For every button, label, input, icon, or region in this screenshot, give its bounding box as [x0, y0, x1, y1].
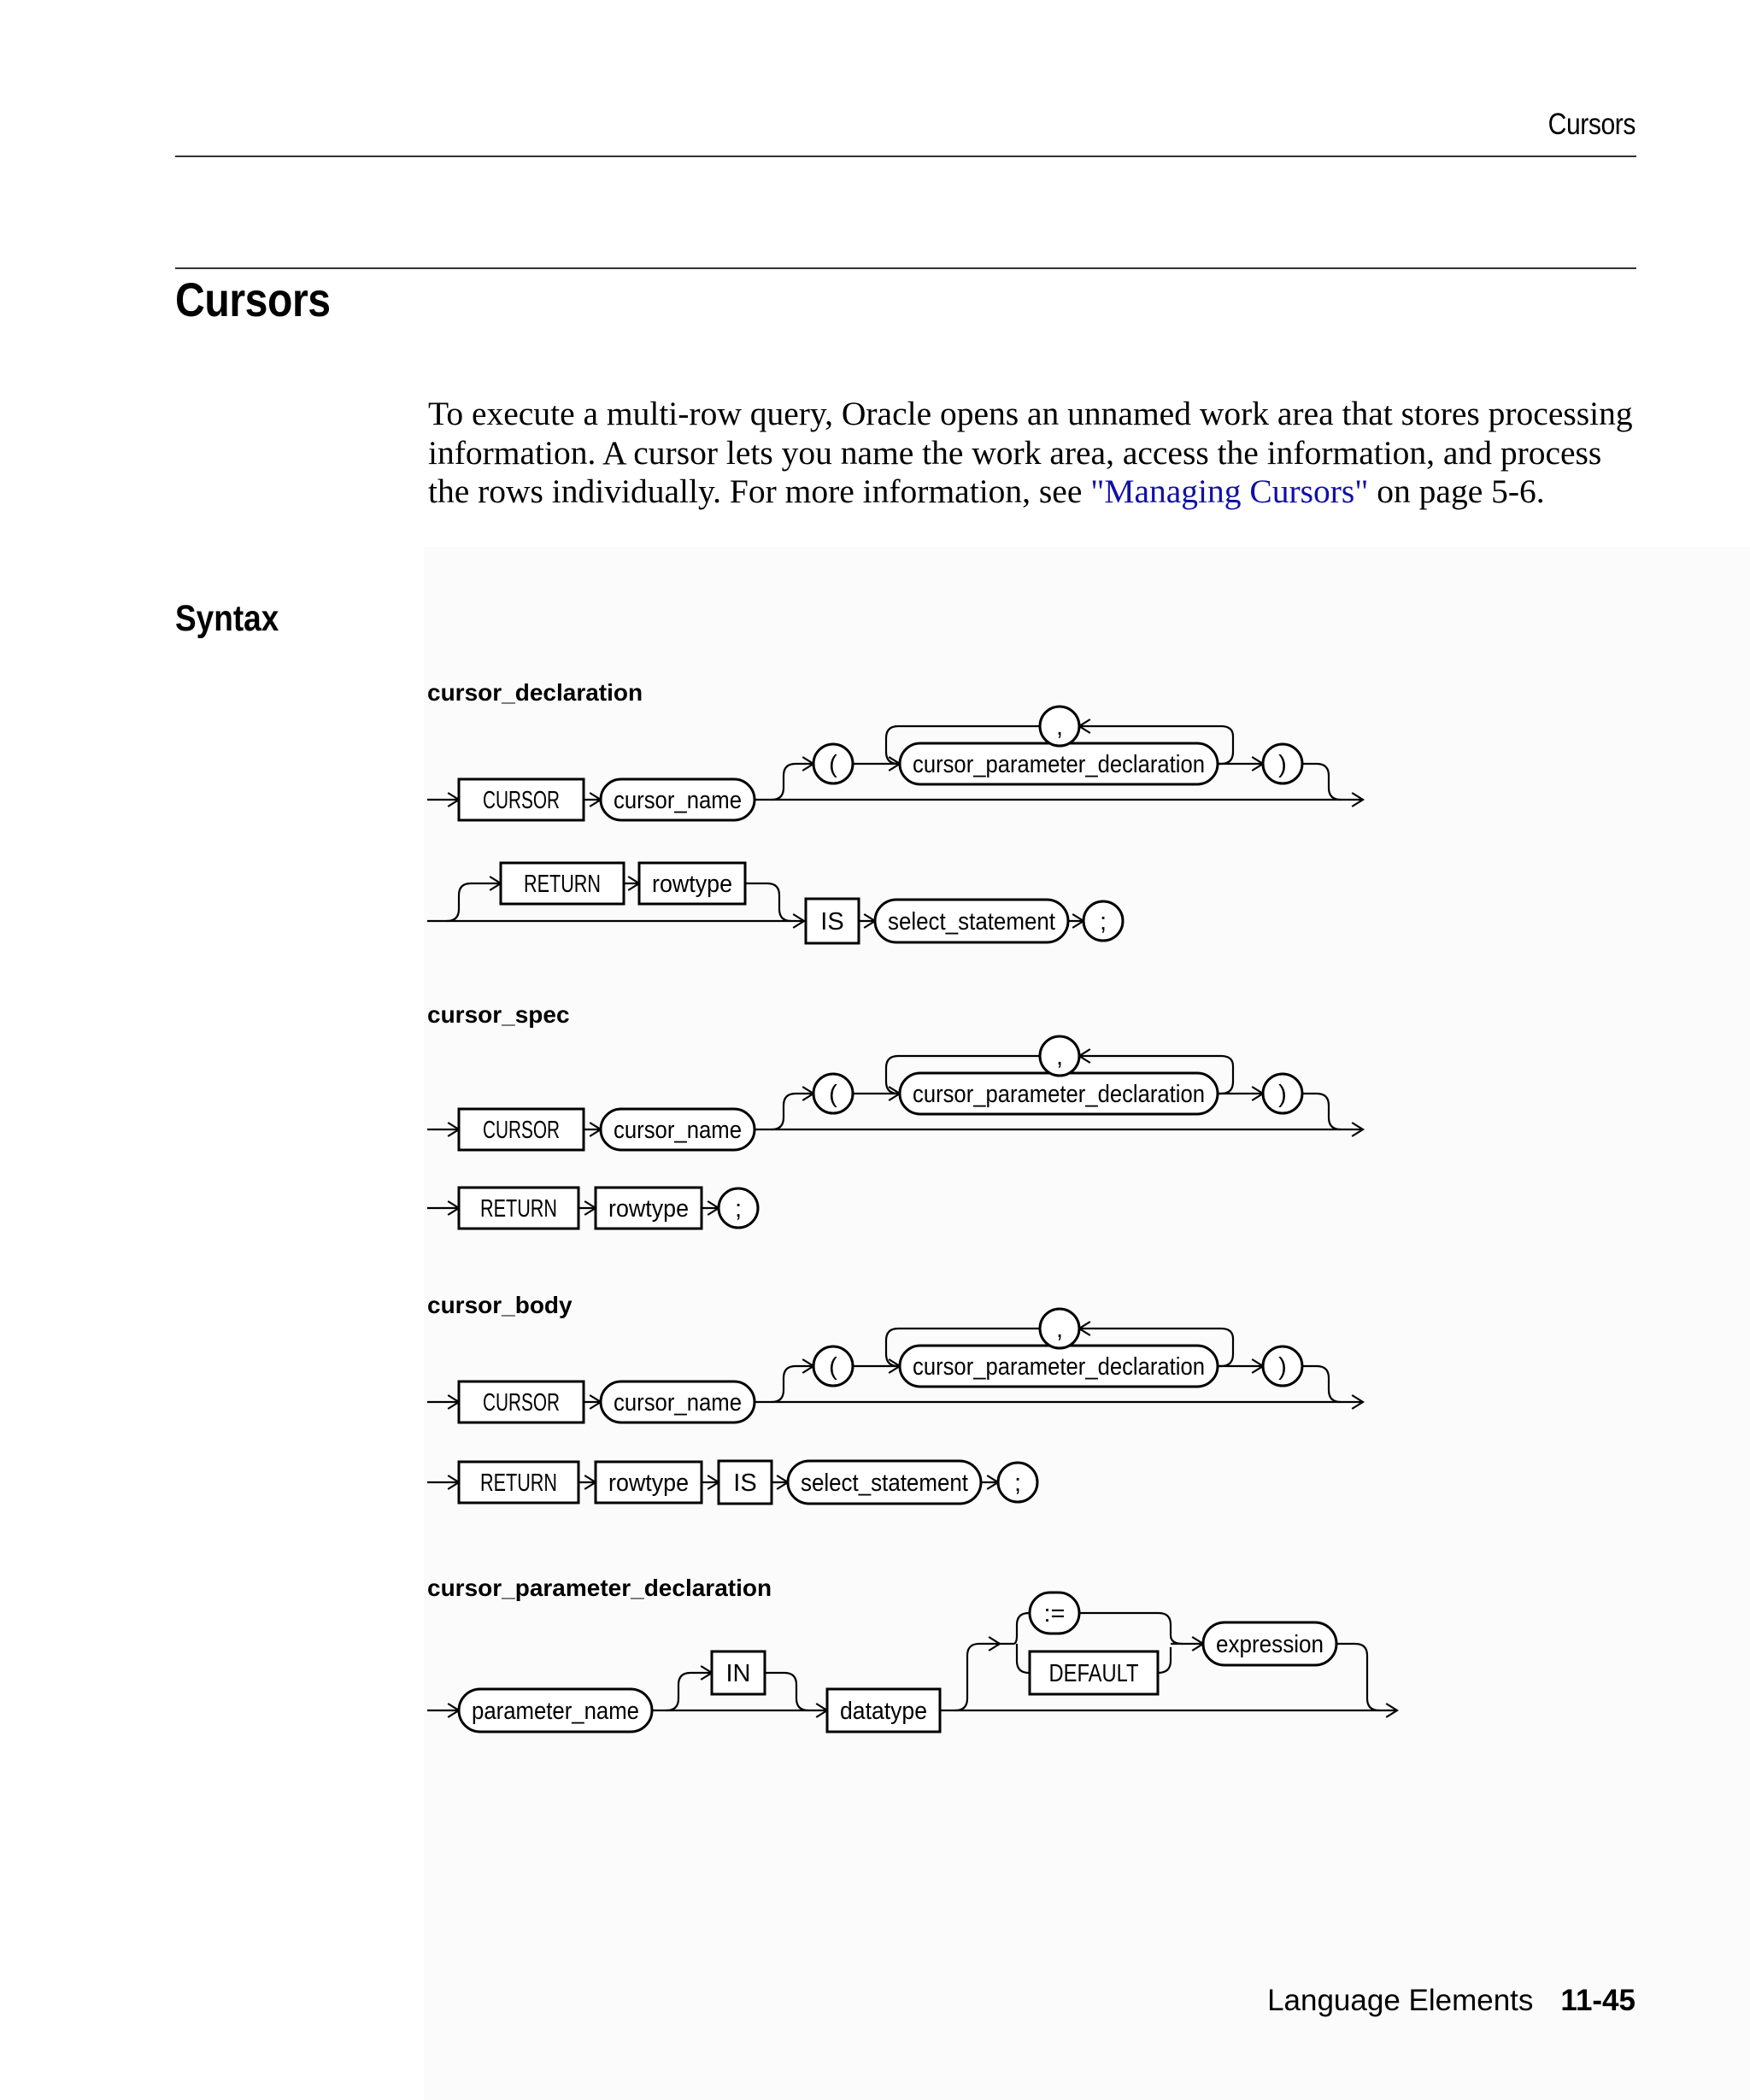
cursor-name: cursor_name — [614, 1389, 742, 1417]
rowtype: rowtype — [652, 871, 732, 898]
choice-branch — [1017, 1644, 1030, 1673]
right-paren: ) — [1278, 1353, 1287, 1381]
rowtype: rowtype — [608, 1469, 689, 1497]
left-paren: ( — [829, 751, 837, 778]
optional-branch-return — [1302, 1094, 1341, 1129]
optional-branch — [772, 764, 813, 800]
cursor-parameter-declaration: cursor_parameter_declaration — [913, 1081, 1205, 1108]
section-title: Cursors — [175, 273, 331, 326]
comma-separator: , — [1055, 1043, 1064, 1071]
running-header: Cursors — [1547, 108, 1635, 141]
return-keyword: RETURN — [480, 1195, 557, 1223]
default-keyword: DEFAULT — [1048, 1660, 1139, 1687]
parameter-name: parameter_name — [472, 1698, 639, 1725]
semicolon: ; — [734, 1195, 743, 1223]
page-number: 11-45 — [1560, 1984, 1635, 2017]
cursor-parameter-declaration: cursor_parameter_declaration — [913, 751, 1205, 778]
right-paren: ) — [1278, 1081, 1287, 1108]
rowtype: rowtype — [608, 1195, 689, 1223]
return-keyword: RETURN — [480, 1469, 557, 1497]
select-statement: select_statement — [888, 908, 1055, 936]
optional-branch-return — [745, 883, 791, 921]
optional-branch — [772, 1094, 813, 1129]
assign-operator: := — [1043, 1600, 1066, 1628]
optional-branch-return — [1302, 764, 1341, 800]
in-keyword: IN — [725, 1660, 751, 1687]
is-keyword: IS — [733, 1469, 757, 1497]
left-paren: ( — [829, 1081, 837, 1108]
right-paren: ) — [1278, 751, 1287, 778]
semicolon: ; — [1013, 1469, 1022, 1497]
choice-branch-return — [1079, 1613, 1183, 1644]
optional-branch-return — [1336, 1644, 1379, 1710]
optional-branch-return — [1302, 1366, 1341, 1402]
cursor-keyword: CURSOR — [483, 787, 560, 814]
optional-branch — [772, 1366, 813, 1402]
choice-branch-return — [1158, 1647, 1171, 1673]
cursor-parameter-declaration: cursor_parameter_declaration — [913, 1353, 1205, 1381]
cursor-keyword: CURSOR — [483, 1389, 560, 1417]
optional-branch — [955, 1644, 1000, 1710]
cursor-spec-title: cursor_spec — [427, 1001, 570, 1028]
cursor-body-title: cursor_body — [427, 1292, 573, 1318]
return-keyword: RETURN — [524, 871, 601, 898]
cursor-declaration-title: cursor_declaration — [427, 679, 643, 706]
semicolon: ; — [1099, 908, 1107, 936]
select-statement: select_statement — [801, 1469, 968, 1497]
left-paren: ( — [829, 1353, 837, 1381]
datatype: datatype — [840, 1698, 927, 1725]
intro-text: To execute a multi-row query, Oracle opens an unnamed work area that stores processing information. A cursor lets you name the work area, access the information, and process the rows individually. For more information, see — [428, 395, 1633, 510]
choice-branch — [1000, 1613, 1030, 1644]
intro-text-end: on page 5-6. — [1368, 472, 1545, 510]
cursor-name: cursor_name — [614, 787, 742, 814]
cursor-keyword: CURSOR — [483, 1117, 560, 1144]
managing-cursors-link[interactable]: "Managing Cursors" — [1090, 472, 1369, 510]
footer-book-title: Language Elements — [1267, 1984, 1534, 2017]
cursor-parameter-declaration-title: cursor_parameter_declaration — [427, 1575, 772, 1601]
is-keyword: IS — [820, 908, 844, 936]
optional-branch-return — [765, 1673, 808, 1710]
syntax-heading: Syntax — [175, 598, 279, 639]
expression: expression — [1216, 1631, 1324, 1658]
page-footer — [1267, 1984, 1635, 2018]
comma-separator: , — [1055, 1316, 1064, 1343]
optional-branch — [667, 1673, 712, 1710]
cursor-name: cursor_name — [614, 1117, 742, 1144]
comma-separator: , — [1055, 713, 1064, 741]
